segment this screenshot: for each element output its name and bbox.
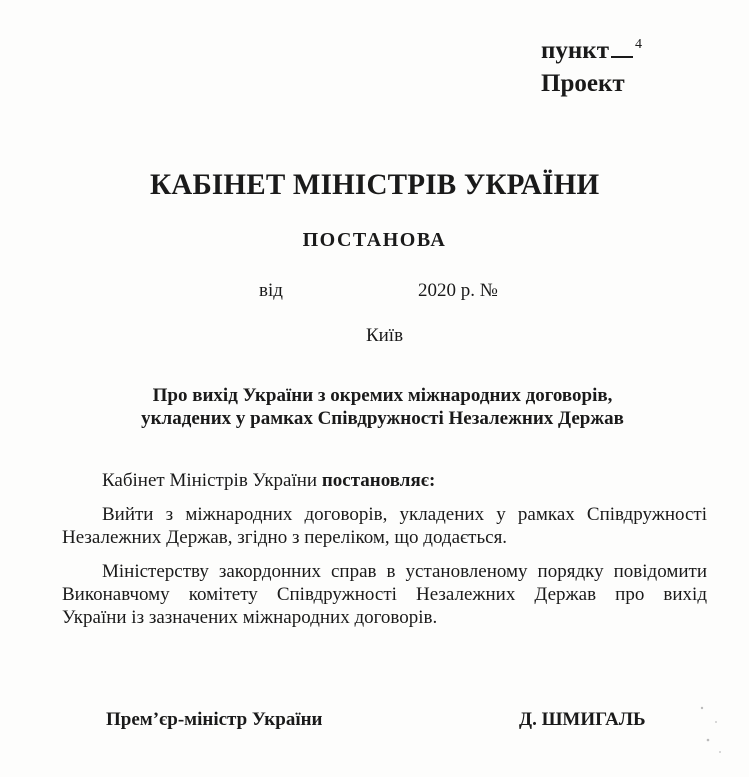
resolution-title-line-1: Про вихід України з окремих міжнародних договорів, [152, 385, 613, 406]
signatory-position: Прем’єр-міністр України [106, 709, 323, 730]
paragraph-2-line-2: Виконавчому комітету Співдружності Незалежних Держав про вихід [62, 584, 707, 605]
item-number-blank [611, 36, 633, 58]
item-number-label [541, 36, 642, 65]
intro-resolves: постановляє: [321, 470, 436, 491]
document-type-heading: ПОСТАНОВА [302, 229, 447, 251]
signatory-name: Д. ШМИГАЛЬ [519, 709, 646, 730]
scan-artifact-dots [690, 700, 730, 760]
date-from-label: від [259, 280, 283, 301]
intro-text: Кабінет Міністрів України [102, 470, 322, 491]
city-label: Київ [365, 325, 404, 346]
resolution-title-line-2: укладених у рамках Співдружності Незалежних Держав [141, 408, 624, 429]
item-handwritten-mark: 4 [635, 37, 642, 52]
paragraph-1-line-2: Незалежних Держав, згідно з переліком, що додається. [62, 527, 508, 548]
date-year-number: 2020 р. № [418, 280, 498, 301]
paragraph-1-line-1: Вийти з міжнародних договорів, укладених у рамках Співдружності [102, 504, 707, 525]
paragraph-2-line-3: України із зазначених міжнародних договорів. [62, 607, 438, 628]
authority-heading: КАБІНЕТ МІНІСТРІВ УКРАЇНИ [149, 168, 600, 201]
draft-label: Проект [541, 70, 625, 97]
item-label: пункт [541, 37, 609, 64]
resolution-intro [102, 470, 435, 492]
paragraph-2-line-1: Міністерству закордонних справ в установленому порядку повідомити [102, 561, 707, 582]
